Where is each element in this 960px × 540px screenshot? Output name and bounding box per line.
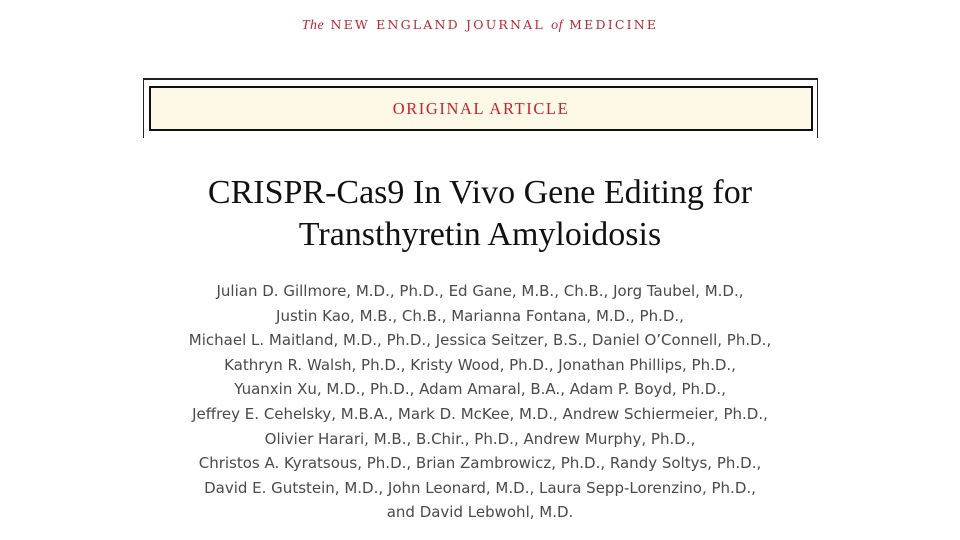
masthead-name-part2: MEDICINE (569, 17, 659, 32)
masthead-the: The (301, 18, 325, 33)
author-line: Julian D. Gillmore, M.D., Ph.D., Ed Gane, M.B., Ch.B., Jorg Taubel, M.D., (216, 282, 744, 300)
masthead-name-part1: NEW ENGLAND JOURNAL (330, 17, 545, 32)
author-line: Christos A. Kyratsous, Ph.D., Brian Zambrowicz, Ph.D., Randy Soltys, Ph.D., (198, 454, 762, 473)
author-line: Kathryn R. Walsh, Ph.D., Kristy Wood, Ph.D., Jonathan Phillips, Ph.D., (224, 355, 736, 374)
author-line: Yuanxin Xu, M.D., Ph.D., Adam Amaral, B.A., Adam P. Boyd, Ph.D., (234, 380, 726, 399)
journal-masthead (0, 17, 960, 34)
author-line: Jeffrey E. Cehelsky, M.B.A., Mark D. McKee, M.D., Andrew Schiermeier, Ph.D., (192, 404, 768, 423)
title-line-1: CRISPR-Cas9 In Vivo Gene Editing for (207, 174, 753, 211)
article-type-banner (149, 86, 813, 131)
title-line-2: Transthyretin Amyloidosis (298, 216, 662, 253)
article-type-label: ORIGINAL ARTICLE (392, 98, 570, 118)
author-line: and David Lebwohl, M.D. (386, 503, 574, 522)
masthead-of: of (551, 18, 563, 33)
author-line: Justin Kao, M.B., Ch.B., Marianna Fontana, M.D., Ph.D., (276, 306, 684, 325)
author-line: David E. Gutstein, M.D., John Leonard, M.D., Laura Sepp-Lorenzino, Ph.D., (204, 478, 756, 497)
author-list (0, 279, 960, 525)
author-line: Michael L. Maitland, M.D., Ph.D., Jessica Seitzer, B.S., Daniel O’Connell, Ph.D., (188, 331, 772, 350)
author-line: Olivier Harari, M.B., B.Chir., Ph.D., Andrew Murphy, Ph.D., (264, 429, 696, 448)
article-title (0, 172, 960, 256)
